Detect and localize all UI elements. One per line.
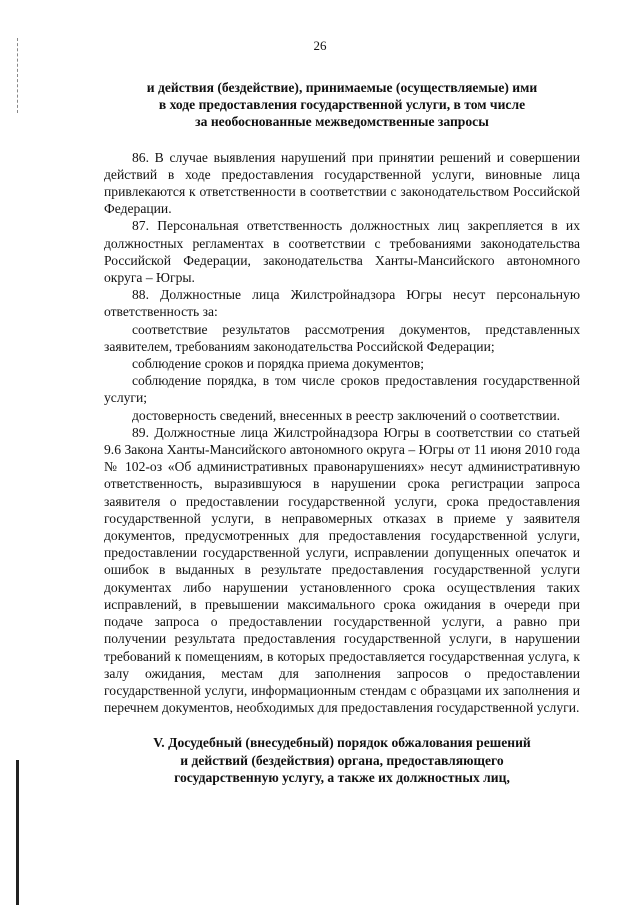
heading-line: в ходе предоставления государственной услуги, в том числе — [158, 97, 526, 113]
document-body — [104, 79, 580, 786]
heading-line: V. Досудебный (внесудебный) порядок обжалования решений — [153, 735, 531, 751]
heading-line: и действий (бездействия) органа, предоставляющего — [180, 752, 504, 768]
paragraph-87: 87. Персональная ответственность должностных лиц закрепляется в их должностных регламентах в соответствии с требованиями законодательства Российской Федерации, законодательства Ханты-Мансийского автономного округа – Югры. — [104, 218, 580, 286]
heading-line: за необоснованные межведомственные запросы — [195, 114, 489, 130]
scan-edge-bar — [16, 760, 19, 905]
heading-line: государственную услугу, а также их должностных лиц, — [174, 769, 510, 785]
section-heading-continuation — [104, 79, 580, 131]
paragraph-89: 89. Должностные лица Жилстройнадзора Югры в соответствии со статьей 9.6 Закона Ханты-Мансийского автономного округа – Югры от 11 июня 2010 года № 102-оз «Об административных правонарушениях» несут административную ответственность, выразившуюся в нарушении срока регистрации запроса заявителя о предоставлении государственной услуги, срока предоставления государственной услуги, в неправомерных отказах в приеме у заявителя документов, предусмотренных для предоставления государственной услуги, предоставлении государственной услуги, исправлении допущенных опечаток и ошибок в выданных в результате предоставления государственной услуги документах либо нарушении установленного срока осуществления таких исправлений, в превышении максимального срока ожидания в очереди при подаче запроса о предоставлении государственной услуги, а равно при получении результата предоставления государственной услуги, в нарушении требований к помещениям, в которых предоставляется государственная услуга, к залу ожидания, местам для заполнения запросов о предоставлении государственной услуги, информационным стендам с образцами их заполнения и перечнем документов, необходимых для предоставления государственной услуги. — [104, 424, 580, 716]
responsibility-item: достоверность сведений, внесенных в реестр заключений о соответствии. — [132, 407, 561, 423]
paragraph-88: 88. Должностные лица Жилстройнадзора Югры несут персональную ответственность за: — [104, 287, 580, 320]
heading-line: и действия (бездействие), принимаемые (осуществляемые) ими — [146, 80, 538, 95]
page-number: 26 — [313, 38, 327, 53]
responsibility-item: соответствие результатов рассмотрения документов, представленных заявителем, требованиям законодательства Российской Федерации; — [104, 321, 580, 354]
responsibility-item: соблюдение порядка, в том числе сроков предоставления государственной услуги; — [104, 373, 580, 406]
paragraph-86: 86. В случае выявления нарушений при принятии решений и совершении действий в ходе предоставления государственной услуги, виновные лица привлекаются к ответственности в соответствии с законодательством Российской Федерации. — [104, 149, 580, 217]
section-v-heading — [104, 734, 580, 786]
responsibility-item: соблюдение сроков и порядка приема документов; — [132, 356, 425, 372]
